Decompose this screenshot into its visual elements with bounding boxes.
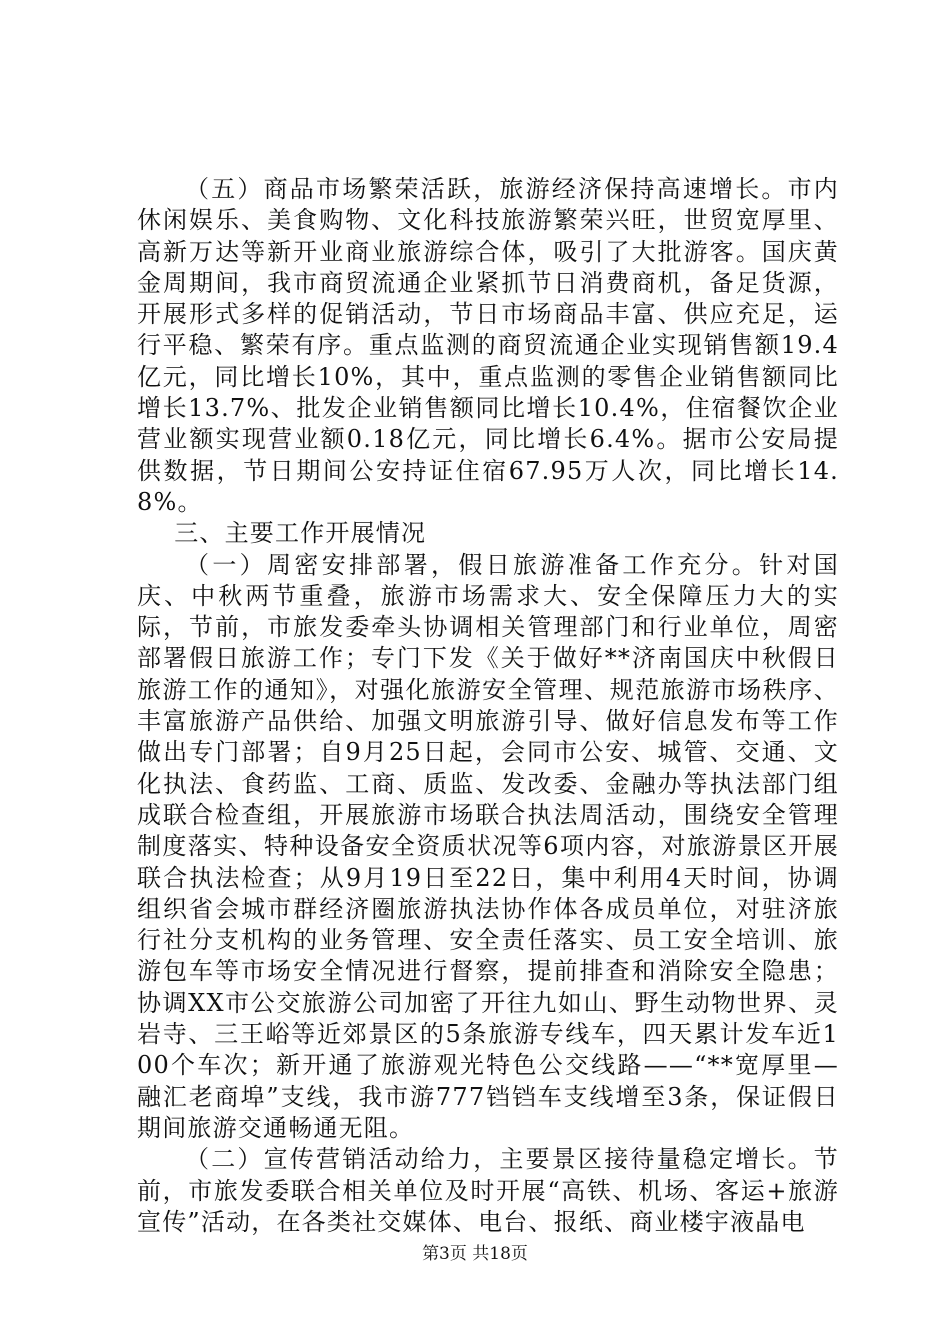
paragraph-commodity-market: （五）商品市场繁荣活跃，旅游经济保持高速增长。市内休闲娱乐、美食购物、文化科技旅游繁荣兴旺，世贸宽厚里、高新万达等新开业商业旅游综合体，吸引了大批游客。国庆黄金周期间，我市商贸流通企业紧抓节日消费商机，备足货源，开展形式多样的促销活动，节日市场商品丰富、供应充足，运行平稳、繁荣有序。重点监测的商贸流通企业实现销售额19.4亿元，同比增长10%，其中，重点监测的零售企业销售额同比增长13.7%、批发企业销售额同比增长10.4%，住宿餐饮企业营业额实现营业额0.18亿元，同比增长6.4%。据市公安局提供数据，节日期间公安持证住宿67.95万人次，同比增长14.8%。 [137,175,839,516]
paragraph-deployment: （一）周密安排部署，假日旅游准备工作充分。针对国庆、中秋两节重叠，旅游市场需求大、安全保障压力大的实际，节前，市旅发委牵头协调相关管理部门和行业单位，周密部署假日旅游工作；专门下发《关于做好**济南国庆中秋假日旅游工作的通知》，对强化旅游安全管理、规范旅游市场秩序、丰富旅游产品供给、加强文明旅游引导、做好信息发布等工作做出专门部署；自9月25日起，会同市公安、城管、交通、文化执法、食药监、工商、质监、发改委、金融办等执法部门组成联合检查组，开展旅游市场联合执法周活动，围绕安全管理制度落实、特种设备安全资质状况等6项内容，对旅游景区开展联合执法检查；从9月19日至22日，集中利用4天时间，协调组织省会城市群经济圈旅游执法协作体各成员单位，对驻济旅行社分支机构的业务管理、安全责任落实、员工安全培训、旅游包车等市场安全情况进行督察，提前排查和消除安全隐患；协调XX市公交旅游公司加密了开往九如山、野生动物世界、灵岩寺、三王峪等近郊景区的5条旅游专线车，四天累计发车近100个车次；新开通了旅游观光特色公交线路——“**宽厚里—融汇老商埠”支线，我市游777铛铛车支线增至3条，保证假日期间旅游交通畅通无阻。 [137,550,839,1142]
document-body [137,174,839,1238]
section-heading-main-work: 三、主要工作开展情况 [174,519,427,548]
page-footer: 第3页 共18页 [422,1244,528,1264]
paragraph-promotion: （二）宣传营销活动给力，主要景区接待量稳定增长。节前，市旅发委联合相关单位及时开展“高铁、机场、客运+旅游宣传”活动，在各类社交媒体、电台、报纸、商业楼宇液晶电 [137,1145,839,1236]
